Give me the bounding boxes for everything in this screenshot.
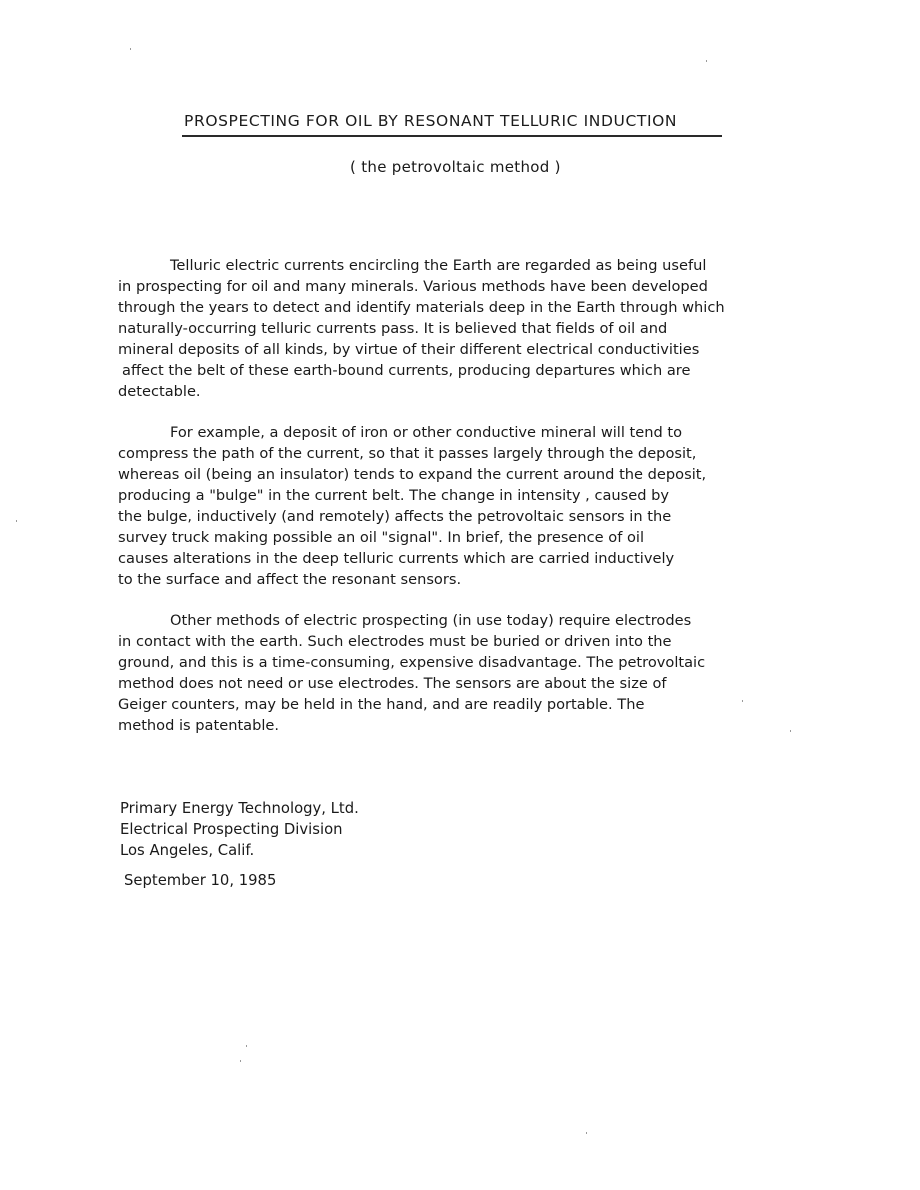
paragraph-example bbox=[118, 422, 768, 590]
location: Los Angeles, Calif. bbox=[120, 842, 255, 859]
paragraph-line: naturally-occurring telluric currents pass. It is believed that fields of oil and bbox=[118, 320, 668, 337]
paragraph-telluric-currents bbox=[118, 255, 768, 402]
scan-speck bbox=[706, 60, 707, 62]
paragraph-line: the bulge, inductively (and remotely) affects the petrovoltaic sensors in the bbox=[118, 508, 672, 525]
paragraph-line: Other methods of electric prospecting (in use today) require electrodes bbox=[170, 612, 692, 629]
paragraph-line: method is patentable. bbox=[118, 717, 280, 734]
paragraph-other-methods bbox=[118, 610, 768, 736]
scan-speck bbox=[586, 1132, 587, 1134]
paragraph-line: to the surface and affect the resonant sensors. bbox=[118, 571, 462, 588]
scan-speck bbox=[790, 730, 791, 732]
document-date: September 10, 1985 bbox=[124, 872, 277, 889]
title-underline bbox=[182, 135, 722, 137]
document-subtitle: ( the petrovoltaic method ) bbox=[350, 158, 561, 176]
paragraph-line: in contact with the earth. Such electrodes must be buried or driven into the bbox=[118, 633, 672, 650]
paragraph-line: Telluric electric currents encircling the Earth are regarded as being useful bbox=[170, 257, 707, 274]
paragraph-line: mineral deposits of all kinds, by virtue of their different electrical conductivities bbox=[118, 341, 700, 358]
paragraph-line: whereas oil (being an insulator) tends to expand the current around the deposit, bbox=[118, 466, 707, 483]
paragraph-line: method does not need or use electrodes. The sensors are about the size of bbox=[118, 675, 667, 692]
scan-speck bbox=[240, 1060, 241, 1062]
paragraph-line: compress the path of the current, so that it passes largely through the deposit, bbox=[118, 445, 697, 462]
paragraph-line: through the years to detect and identify materials deep in the Earth through which bbox=[118, 299, 725, 316]
scan-speck bbox=[16, 520, 17, 522]
paragraph-line: affect the belt of these earth-bound currents, producing departures which are bbox=[122, 362, 691, 379]
paragraph-line: ground, and this is a time-consuming, expensive disadvantage. The petrovoltaic bbox=[118, 654, 706, 671]
paragraph-line: producing a "bulge" in the current belt. The change in intensity , caused by bbox=[118, 487, 670, 504]
paragraph-line: For example, a deposit of iron or other conductive mineral will tend to bbox=[170, 424, 683, 441]
signature-block bbox=[120, 798, 359, 861]
paragraph-line: in prospecting for oil and many minerals. Various methods have been developed bbox=[118, 278, 708, 295]
paragraph-line: detectable. bbox=[118, 383, 201, 400]
paragraph-line: causes alterations in the deep telluric currents which are carried inductively bbox=[118, 550, 675, 567]
paragraph-line: survey truck making possible an oil "signal". In brief, the presence of oil bbox=[118, 529, 645, 546]
company-name: Primary Energy Technology, Ltd. bbox=[120, 800, 359, 817]
scan-speck bbox=[742, 700, 743, 702]
scan-speck bbox=[246, 1045, 247, 1047]
division-name: Electrical Prospecting Division bbox=[120, 821, 343, 838]
document-title: PROSPECTING FOR OIL BY RESONANT TELLURIC INDUCTION bbox=[184, 112, 678, 130]
scan-speck bbox=[130, 48, 131, 50]
paragraph-line: Geiger counters, may be held in the hand, and are readily portable. The bbox=[118, 696, 645, 713]
